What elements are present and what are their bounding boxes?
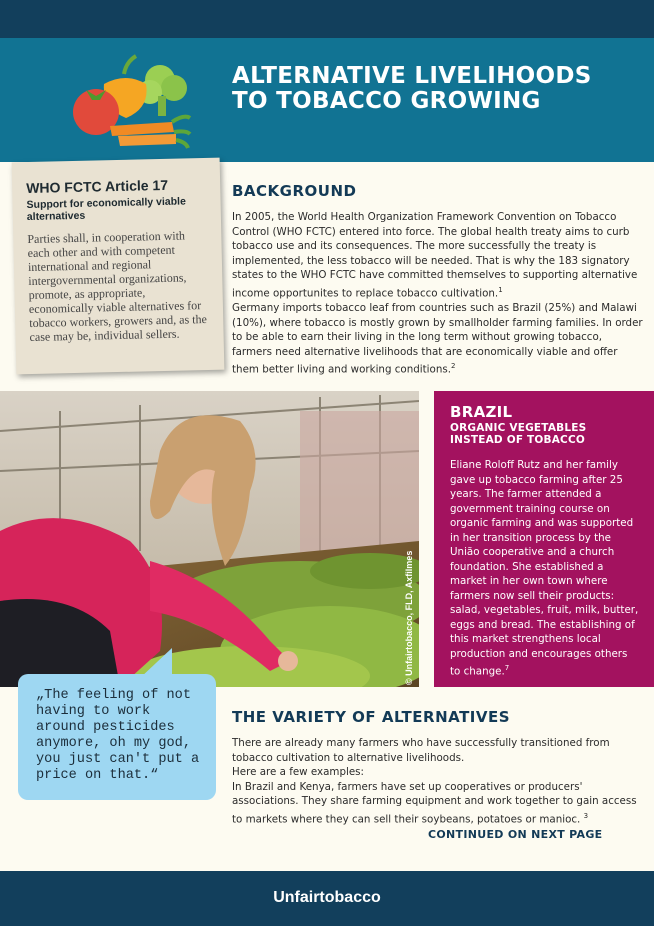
variety-paragraph-2: Here are a few examples: <box>232 766 365 779</box>
variety-paragraph-3 <box>232 780 644 827</box>
brazil-story: Eliane Roloff Rutz and her family gave up tobacco farming after 25 years. The farmer attended a government training course on organic farming and was supported in her transition process by the União cooperative and a church foundation. She established a market in her own town where farmers now sell their products: salad, vegetables, fruit, milk, butter, eggs and bread. The establishing of this market strengthens local production and encourages others to change. <box>450 459 639 678</box>
continued-link[interactable]: CONTINUED ON NEXT PAGE <box>428 828 603 841</box>
article-subtitle: Support for economically viable alternatives <box>26 195 186 224</box>
footnote-ref: 7 <box>504 664 510 672</box>
variety-paragraph-3-text: In Brazil and Kenya, farmers have set up cooperatives or producers' associations. They share farming equipment and work together to gain access to markets where they can sell their soybeans, potatoes or manioc. <box>232 780 637 826</box>
variety-text <box>232 736 644 827</box>
vegetables-icon <box>64 44 194 154</box>
background-paragraph-1-text: In 2005, the World Health Organization Framework Convention on Tobacco Control (WHO FCTC) entered into force. The global health treaty aims to curb tobacco use and its consequences. The more successfully the treaty is implemented, the less tobacco will be needed. That is why the 183 signatory states to the WHO FCTC have committed themselves to supporting alternative income opportunites to replace tobacco cultivation. <box>232 211 638 300</box>
background-paragraph-2-text: Germany imports tobacco leaf from countries such as Brazil (25%) and Malawi (10%), where tobacco is mostly grown by smallholder farming families. In order to be able to earn their living in the long term without growing tobacco, farmers need alternative livelihoods that are economically viable and offer them better living and working conditions. <box>232 301 643 376</box>
farmer-photo <box>0 391 419 687</box>
variety-paragraph-1: There are already many farmers who have successfully transitioned from tobacco cultivation to alternative livelihoods. <box>232 737 610 764</box>
page-title <box>232 64 642 114</box>
article-title: WHO FCTC Article 17 <box>26 176 169 197</box>
top-strip <box>0 0 654 38</box>
quote-bubble <box>18 674 216 800</box>
background-paragraph-1 <box>232 210 644 301</box>
footer-brand: Unfairtobacco <box>273 889 381 906</box>
title-line-2: TO TOBACCO GROWING <box>232 88 541 114</box>
brazil-subtitle-line-1: ORGANIC VEGETABLES <box>450 422 587 434</box>
background-text <box>232 210 644 377</box>
brazil-box <box>434 391 654 687</box>
footnote-ref: 3 <box>583 811 589 820</box>
brazil-title: BRAZIL <box>450 403 513 421</box>
quote-text: „The feeling of not having to work around pesticides anymore, oh my god, you just can't put a price on that.“ <box>36 688 200 783</box>
brazil-subtitle-line-2: INSTEAD OF TOBACCO <box>450 434 585 446</box>
brazil-text <box>450 458 640 679</box>
fctc-article-card <box>12 158 225 375</box>
background-paragraph-2 <box>232 301 644 377</box>
photo-credit: © Unfairtobacco, FLD, Axfilmes <box>404 550 414 685</box>
article-body: Parties shall, in cooperation with each other and with competent international and regional intergovernmental organizations, promote, as appropriate, economically viable alternatives for tobacco workers, growers and, as the case may be, individual sellers. <box>27 228 207 345</box>
background-heading: BACKGROUND <box>232 182 357 200</box>
title-line-1: ALTERNATIVE LIVELIHOODS <box>232 63 592 89</box>
brazil-subtitle <box>450 422 640 446</box>
footnote-ref: 2 <box>451 362 456 371</box>
variety-heading: THE VARIETY OF ALTERNATIVES <box>232 708 511 726</box>
footnote-ref: 1 <box>498 285 503 294</box>
